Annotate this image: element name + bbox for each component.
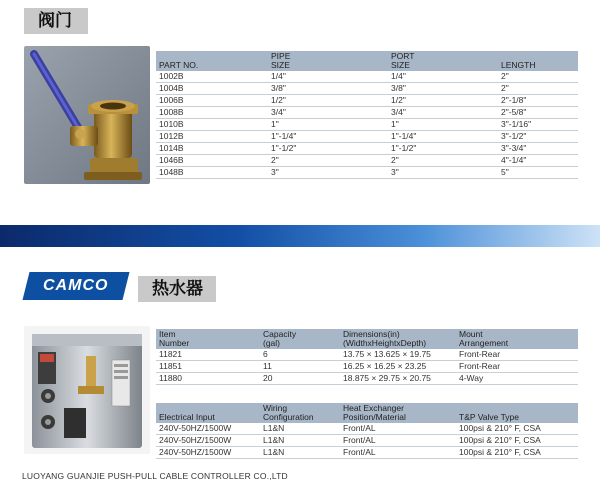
- table-row: [156, 349, 578, 361]
- header-heat-line2: Position/Material: [343, 412, 406, 422]
- cell: 3"-1/2": [498, 131, 578, 143]
- cell: 2"-1/8": [498, 95, 578, 107]
- cell: 1": [388, 119, 498, 131]
- cell: 1/2": [388, 95, 498, 107]
- cell: Front-Rear: [456, 349, 578, 361]
- header-wiring: [260, 403, 340, 423]
- cell: 2": [268, 155, 388, 167]
- cell: 3"-1/16": [498, 119, 578, 131]
- cell: 13.75 × 13.625 × 19.75: [340, 349, 456, 361]
- table-row: [156, 71, 578, 83]
- header-heat-line1: Heat Exchanger: [343, 403, 404, 413]
- valve-spec-table: [156, 51, 578, 179]
- cell: 3"-3/4": [498, 143, 578, 155]
- header-electrical-line1: Electrical Input: [159, 412, 215, 422]
- cell: 3": [388, 167, 498, 179]
- cell: 11: [260, 361, 340, 373]
- cell: 1006B: [156, 95, 268, 107]
- header-dimensions-line2: (WidthxHeightxDepth): [343, 338, 427, 348]
- header-heat-exchanger: [340, 403, 456, 423]
- header-tp-line1: T&P Valve Type: [459, 412, 520, 422]
- header-length: [498, 51, 578, 71]
- header-pipe-line2: SIZE: [271, 60, 290, 70]
- table-row: [156, 447, 578, 459]
- cell: 100psi & 210° F, CSA: [456, 423, 578, 435]
- cell: 100psi & 210° F, CSA: [456, 435, 578, 447]
- header-part-no: [156, 51, 268, 71]
- cell: 2": [498, 71, 578, 83]
- table-row: [156, 373, 578, 385]
- cell: 1012B: [156, 131, 268, 143]
- header-mount: [456, 329, 578, 349]
- cell: 240V-50HZ/1500W: [156, 447, 260, 459]
- header-mount-line2: Arrangement: [459, 338, 509, 348]
- cell: 3/8": [388, 83, 498, 95]
- table-row: [156, 361, 578, 373]
- cell: Front-Rear: [456, 361, 578, 373]
- table-row: [156, 119, 578, 131]
- cell: 1008B: [156, 107, 268, 119]
- heater-table1-header: [156, 329, 578, 349]
- cell: 16.25 × 16.25 × 23.25: [340, 361, 456, 373]
- cell: 1002B: [156, 71, 268, 83]
- header-item-line2: Number: [159, 338, 190, 348]
- header-length-line1: LENGTH: [501, 60, 536, 70]
- cell: 240V-50HZ/1500W: [156, 423, 260, 435]
- cell: 2": [388, 155, 498, 167]
- cell: L1&N: [260, 423, 340, 435]
- ball-valve-image: [24, 46, 150, 184]
- cell: 4-Way: [456, 373, 578, 385]
- heater-capacity-table: [156, 329, 578, 385]
- table-row: [156, 167, 578, 179]
- cell: 4"-1/4": [498, 155, 578, 167]
- header-port-line1: PORT: [391, 51, 415, 61]
- section-divider-band: [0, 225, 600, 247]
- cell: Front/AL: [340, 423, 456, 435]
- cell: Front/AL: [340, 435, 456, 447]
- cell: L1&N: [260, 447, 340, 459]
- cell: 2"-5/8": [498, 107, 578, 119]
- cell: 1/2": [268, 95, 388, 107]
- valve-table-header: [156, 51, 578, 71]
- header-pipe-size: [268, 51, 388, 71]
- cell: 1004B: [156, 83, 268, 95]
- cell: 1"-1/2": [388, 143, 498, 155]
- table-row: [156, 83, 578, 95]
- header-wiring-line2: Configuration: [263, 412, 314, 422]
- cell: 1"-1/4": [268, 131, 388, 143]
- cell: 18.875 × 29.75 × 20.75: [340, 373, 456, 385]
- cell: 1010B: [156, 119, 268, 131]
- cell: 3/4": [388, 107, 498, 119]
- cell: 1046B: [156, 155, 268, 167]
- cell: 6: [260, 349, 340, 361]
- camco-logo: [23, 272, 130, 300]
- header-mount-line1: Mount: [459, 329, 483, 339]
- header-item-number: [156, 329, 260, 349]
- cell: 3/8": [268, 83, 388, 95]
- header-port-size: [388, 51, 498, 71]
- header-item-line1: Item: [159, 329, 176, 339]
- cell: 1014B: [156, 143, 268, 155]
- ball-valve-photo: [24, 46, 150, 184]
- cell: 1"-1/2": [268, 143, 388, 155]
- header-port-line2: SIZE: [391, 60, 410, 70]
- table-row: [156, 131, 578, 143]
- table-row: [156, 143, 578, 155]
- cell: 1": [268, 119, 388, 131]
- cell: 11851: [156, 361, 260, 373]
- heater-table2-header: [156, 403, 578, 423]
- valve-section-title: 阀门: [24, 8, 88, 34]
- cell: 5": [498, 167, 578, 179]
- header-capacity-line2: (gal): [263, 338, 281, 348]
- header-electrical-input: [156, 403, 260, 423]
- table-row: [156, 107, 578, 119]
- camco-logo-text: CAMCO: [43, 277, 109, 294]
- table-row: [156, 155, 578, 167]
- cell: 100psi & 210° F, CSA: [456, 447, 578, 459]
- cell: 11880: [156, 373, 260, 385]
- heater-electrical-table: [156, 403, 578, 459]
- cell: Front/AL: [340, 447, 456, 459]
- cell: 240V-50HZ/1500W: [156, 435, 260, 447]
- table-row: [156, 95, 578, 107]
- cell: 1/4": [268, 71, 388, 83]
- water-heater-photo: [24, 326, 150, 454]
- header-part-no-line1: PART NO.: [159, 60, 199, 70]
- table-row: [156, 423, 578, 435]
- header-capacity: [260, 329, 340, 349]
- header-wiring-line1: Wiring: [263, 403, 288, 413]
- cell: L1&N: [260, 435, 340, 447]
- cell: 20: [260, 373, 340, 385]
- header-capacity-line1: Capacity: [263, 329, 297, 339]
- cell: 2": [498, 83, 578, 95]
- cell: 3": [268, 167, 388, 179]
- header-tp-valve: [456, 403, 578, 423]
- cell: 1048B: [156, 167, 268, 179]
- cell: 3/4": [268, 107, 388, 119]
- cell: 1"-1/4": [388, 131, 498, 143]
- header-dimensions: [340, 329, 456, 349]
- header-dimensions-line1: Dimensions(in): [343, 329, 400, 339]
- header-pipe-line1: PIPE: [271, 51, 291, 61]
- company-footer: LUOYANG GUANJIE PUSH-PULL CABLE CONTROLLER CO.,LTD: [22, 471, 288, 481]
- cell: 1/4": [388, 71, 498, 83]
- cell: 11821: [156, 349, 260, 361]
- heater-section-title: 热水器: [138, 276, 216, 302]
- water-heater-image: [24, 326, 150, 454]
- table-row: [156, 435, 578, 447]
